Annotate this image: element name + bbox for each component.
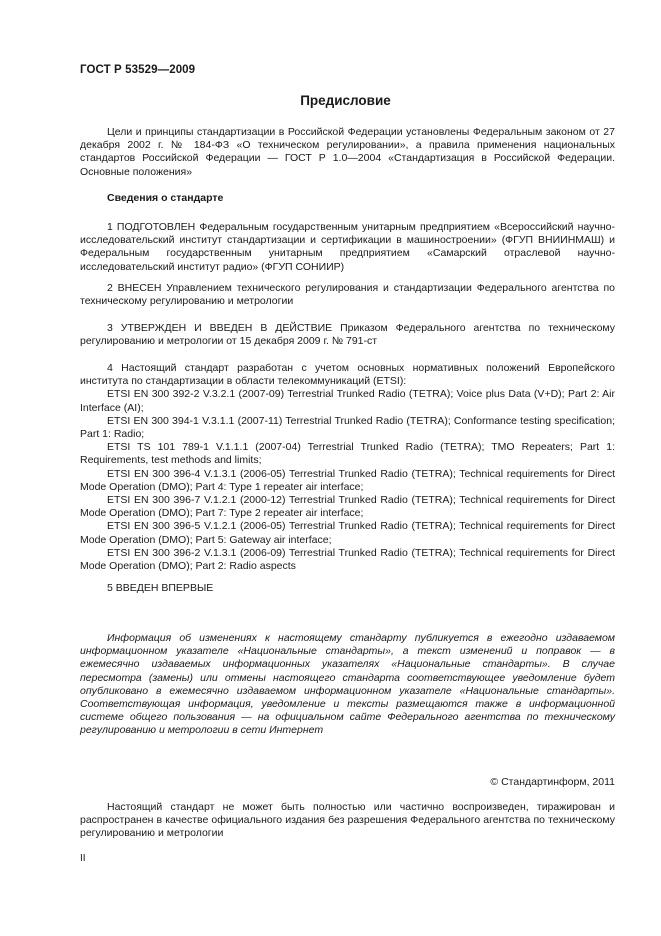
item-4-lead: 4 Настоящий стандарт разработан с учетом основных нормативных положений Европейского института по стандартизации в области телекоммуникаций (ETSI): <box>80 362 615 388</box>
reference-entry: ETSI TS 101 789-1 V.1.1.1 (2007-04) Terrestrial Trunked Radio (TETRA); TMO Repeaters; Part 1: Requirements, test methods and limits; <box>80 441 615 467</box>
item-5-paragraph: 5 ВВЕДЕН ВПЕРВЫЕ <box>107 582 214 594</box>
standard-code: ГОСТ Р 53529—2009 <box>80 64 196 76</box>
item-5-section <box>80 582 615 595</box>
page-number: II <box>80 853 86 864</box>
item-1-paragraph: 1 ПОДГОТОВЛЕН Федеральным государственным унитарным предприятием «Всероссийский научно-исследовательский институт стандартизации и сертификации в машиностроении» (ФГУП ВНИИНМАШ) и Федеральным государственным унитарным предприятием «Самарский отраслевой научно-исследовательский институт радио» (ФГУП СОНИИР) <box>80 221 615 273</box>
reproduction-notice-section <box>80 801 615 841</box>
reference-entry: ETSI EN 300 396-7 V.1.2.1 (2000-12) Terrestrial Trunked Radio (TETRA); Technical requirements for Direct Mode Operation (DMO); Part 7: Type 2 repeater air interface; <box>80 494 615 520</box>
reference-entry: ETSI EN 300 392-2 V.3.2.1 (2007-09) Terrestrial Trunked Radio (TETRA); Voice plus Data (V+D); Part 2: Air Interface (AI); <box>80 388 615 414</box>
item-3-paragraph: 3 УТВЕРЖДЕН И ВВЕДЕН В ДЕЙСТВИЕ Приказом Федерального агентства по техническому регулированию и метрологии от 15 декабря 2009 г. № 791-ст <box>80 322 615 348</box>
reference-entry: ETSI EN 300 396-5 V.1.2.1 (2006-05) Terrestrial Trunked Radio (TETRA); Technical requirements for Direct Mode Operation (DMO); Part 5: Gateway air interface; <box>80 520 615 546</box>
item-1-section <box>80 221 615 274</box>
item-3-section <box>80 322 615 348</box>
intro-paragraph: Цели и принципы стандартизации в Российской Федерации установлены Федеральным законом от 27 декабря 2002 г. № 184-ФЗ «О техническом регулировании», а правила применения национальных стандартов Российской Федерации — ГОСТ Р 1.0—2004 «Стандартизация в Российской Федерации. Основные положения» <box>80 126 615 178</box>
intro-section <box>80 126 615 179</box>
copyright-section <box>80 776 615 789</box>
standard-info-section <box>80 192 615 205</box>
reference-entry: ETSI EN 300 394-1 V.3.1.1 (2007-11) Terrestrial Trunked Radio (TETRA); Conformance testing specification; Part 1: Radio; <box>80 414 615 441</box>
standard-info-heading: Сведения о стандарте <box>107 192 224 204</box>
reproduction-notice: Настоящий стандарт не может быть полностью или частично воспроизведен, тиражирован и распространен в качестве официального издания без разрешения Федерального агентства по техническому регулированию и метрологии <box>80 801 615 840</box>
changes-notice-section <box>80 632 615 738</box>
copyright: © Стандартинформ, 2011 <box>490 776 615 788</box>
changes-notice: Информация об изменениях к настоящему стандарту публикуется в ежегодно издаваемом информационном указателе «Национальные стандарты», а текст изменений и поправок — в ежемесячно издаваемых информационных указателях «Национальные стандарты». В случае пересмотра (замены) или отмены настоящего стандарта соответствующее уведомление будет опубликовано в ежемесячно издаваемом информационном указателе «Национальные стандарты». Соответствующая информация, уведомление и тексты размещаются также в информационной системе общего пользования — на официальном сайте Федерального агентства по техническому регулированию и метрологии в сети Интернет <box>80 632 615 737</box>
page-title: Предисловие <box>300 93 391 108</box>
item-2-paragraph: 2 ВНЕСЕН Управлением технического регулирования и стандартизации Федерального агентства по техническому регулированию и метрологии <box>80 282 615 308</box>
item-2-section <box>80 282 615 308</box>
item-4-section <box>80 362 615 573</box>
reference-entry: ETSI EN 300 396-2 V.1.3.1 (2006-09) Terrestrial Trunked Radio (TETRA); Technical requirements for Direct Mode Operation (DMO); Part 2: Radio aspects <box>80 546 615 573</box>
reference-entry: ETSI EN 300 396-4 V.1.3.1 (2006-05) Terrestrial Trunked Radio (TETRA); Technical requirements for Direct Mode Operation (DMO); Part 4: Type 1 repeater air interface; <box>80 467 615 493</box>
